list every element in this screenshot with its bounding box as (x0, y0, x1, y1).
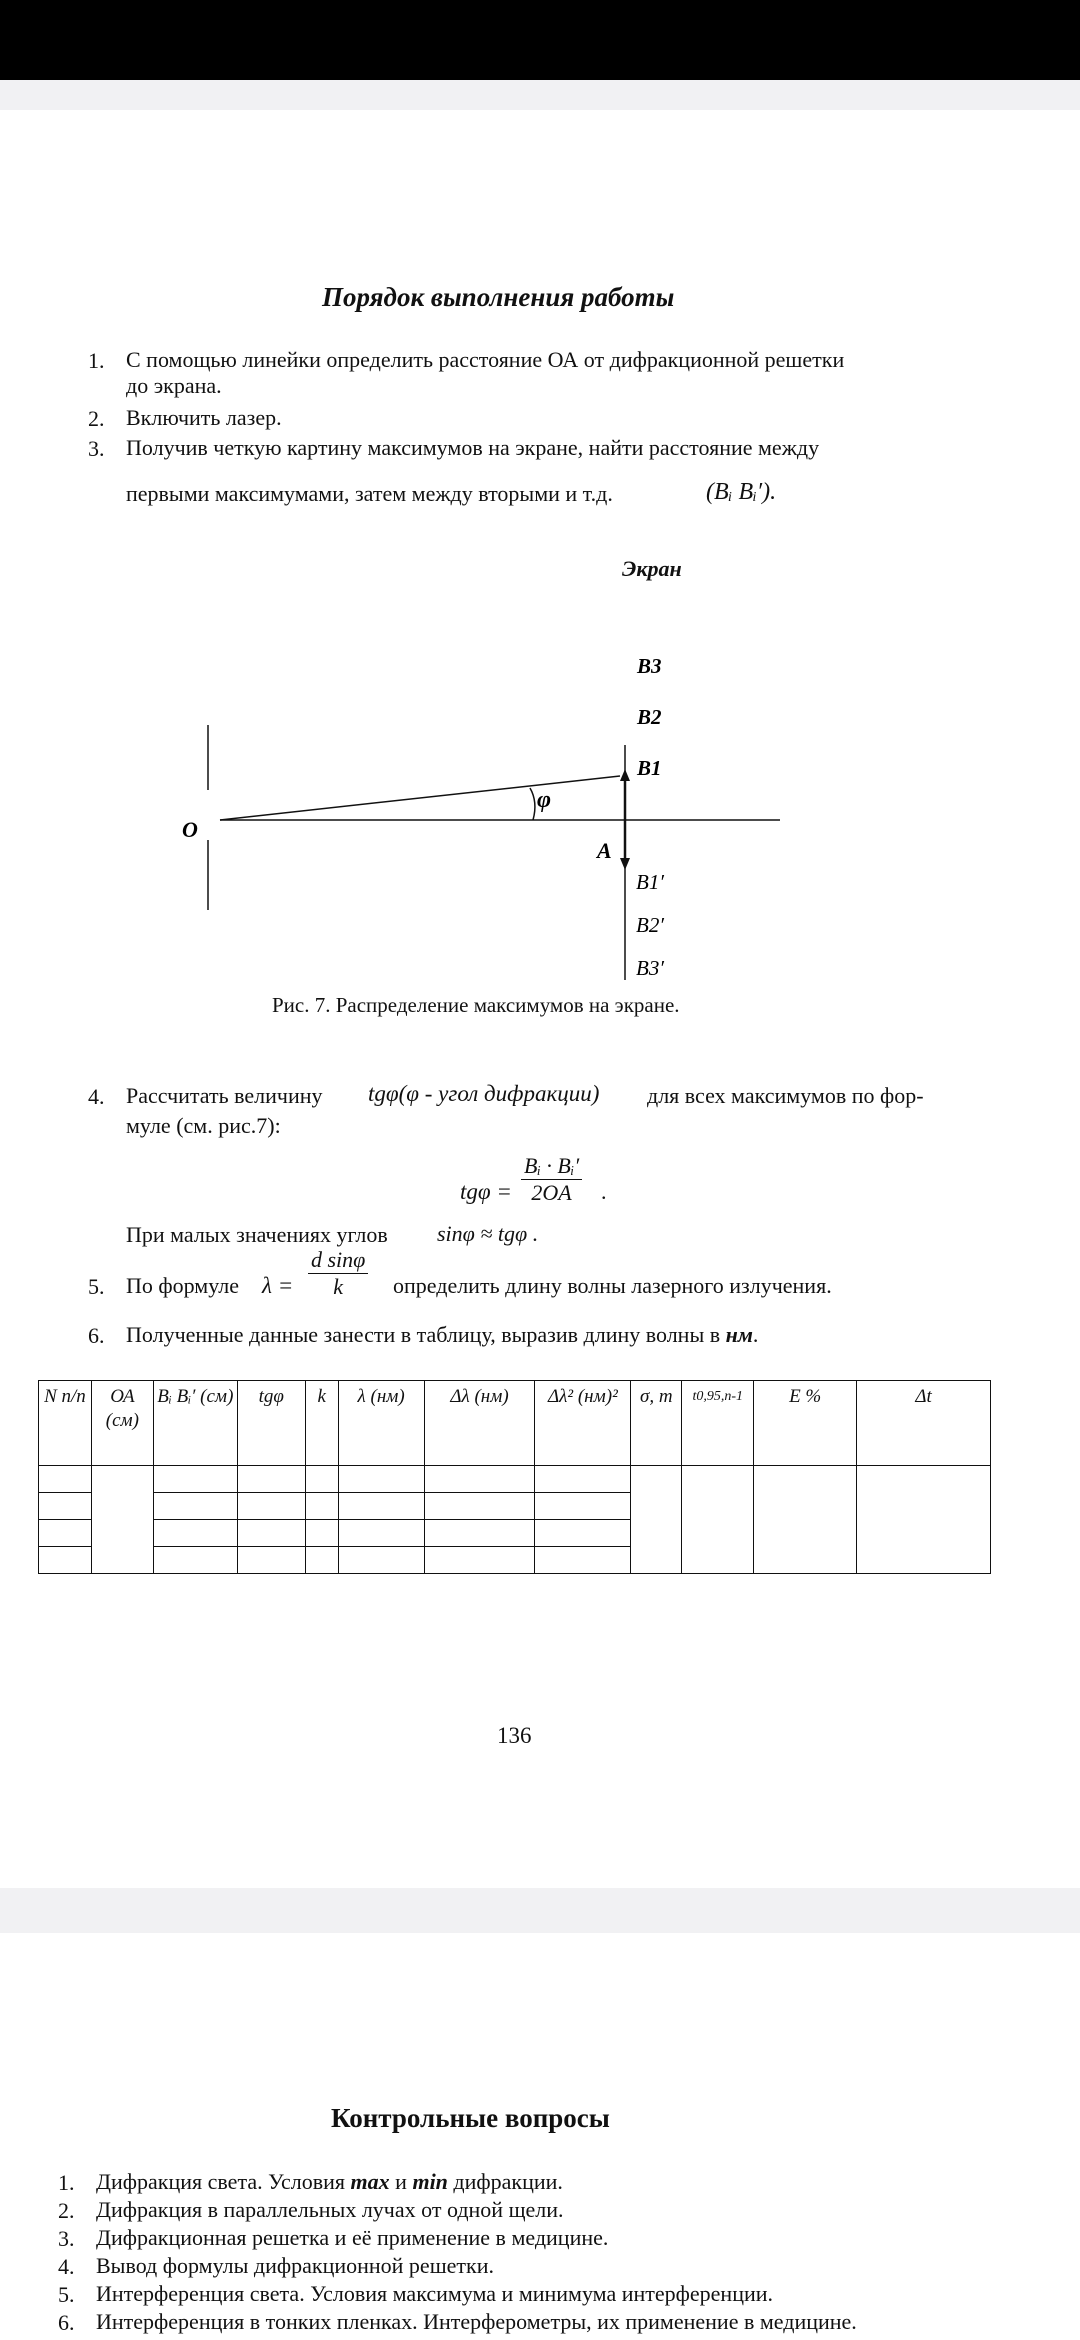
question-6: Интерференция в тонких пленках. Интерферометры, их применение в медицине. (96, 2309, 857, 2334)
small-angles-formula: sinφ ≈ tgφ . (437, 1221, 539, 1246)
table-header-row (39, 1381, 991, 1466)
col-header-bb: Bᵢ Bᵢ′ (см) (153, 1381, 237, 1466)
label-B2: B2 (637, 705, 662, 729)
formula-denominator: k (333, 1274, 344, 1299)
col-header-dlambda: Δλ (нм) (424, 1381, 535, 1466)
table-row (39, 1466, 991, 1493)
results-table (38, 1380, 991, 1574)
small-angles-text: При малых значениях углов (126, 1222, 388, 1247)
question-5: Интерференция света. Условия максимума и минимума интерференции. (96, 2281, 774, 2306)
question-4: Вывод формулы дифракционной решетки. (96, 2253, 494, 2278)
col-header-t: t0,95,n-1 (682, 1381, 754, 1466)
formula-tg-fraction (521, 1153, 582, 1206)
arrow-up-icon (620, 769, 630, 781)
label-B2-prime: B2′ (636, 913, 664, 937)
step-4-line-2: муле (см. рис.7): (126, 1113, 281, 1138)
question-number: 5. (58, 2282, 75, 2307)
step-4-formula: tgφ(φ - угол дифракции) (368, 1081, 600, 1106)
col-header-dt: Δt (857, 1381, 991, 1466)
angle-arc (530, 788, 535, 820)
step-3-line-2: первыми максимумами, затем между вторыми и т.д. (126, 481, 613, 506)
step-6-text: Полученные данные занести в таблицу, выразив длину волны в нм. (126, 1322, 759, 1347)
step-4-text-b: для всех максимумов по фор- (647, 1083, 924, 1108)
document-page-next (0, 1933, 1080, 2340)
screen-label: Экран (622, 556, 682, 581)
formula-period: . (601, 1179, 607, 1204)
question-number: 6. (58, 2310, 75, 2335)
label-O: O (182, 817, 198, 842)
step-number: 4. (88, 1084, 105, 1109)
col-header-n: N п/п (39, 1381, 92, 1466)
section-title: Порядок выполнения работы (322, 282, 675, 312)
diffraction-figure (160, 630, 800, 1100)
formula-lambda-lhs: λ = (262, 1273, 294, 1298)
step-number: 5. (88, 1274, 105, 1299)
label-B1: B1 (637, 756, 662, 780)
step-number: 6. (88, 1323, 105, 1348)
question-number: 3. (58, 2226, 75, 2251)
col-header-dlambda2: Δλ² (нм)² (535, 1381, 631, 1466)
page-number: 136 (497, 1723, 532, 1748)
step-number: 2. (88, 406, 105, 431)
document-page-136 (0, 110, 1080, 1888)
top-status-bar (0, 0, 1080, 80)
step-5-text-b: определить длину волны лазерного излучения. (393, 1273, 832, 1298)
label-B3-prime: B3′ (636, 956, 664, 980)
col-header-tg: tgφ (237, 1381, 305, 1466)
formula-tg-lhs: tgφ = (460, 1179, 512, 1204)
formula-lambda-fraction (308, 1247, 368, 1300)
step-3-line-1: Получив четкую картину максимумов на экране, найти расстояние между (126, 435, 820, 460)
label-phi: φ (537, 787, 552, 813)
formula-numerator: Bᵢ · Bᵢ′ (521, 1153, 582, 1180)
question-number: 1. (58, 2170, 75, 2195)
formula-denominator: 2OA (531, 1180, 572, 1205)
col-header-lambda: λ (нм) (338, 1381, 424, 1466)
label-B1-prime: B1′ (636, 870, 664, 894)
question-2: Дифракция в параллельных лучах от одной щели. (96, 2197, 564, 2222)
step-3-formula: (Bᵢ Bᵢ′). (706, 479, 777, 505)
step-number: 3. (88, 436, 105, 461)
col-header-e: E % (754, 1381, 857, 1466)
diffraction-ray (220, 776, 620, 820)
questions-title: Контрольные вопросы (331, 2103, 610, 2133)
question-1: Дифракция света. Условия max и min дифракции. (96, 2169, 563, 2194)
step-1-line-1: С помощью линейки определить расстояние ОА от дифракционной решетки (126, 347, 845, 372)
formula-numerator: d sinφ (308, 1247, 368, 1274)
step-5-text-a: По формуле (126, 1273, 240, 1298)
col-header-sigma: σ, m (631, 1381, 682, 1466)
label-A: A (597, 838, 612, 863)
question-3: Дифракционная решетка и её применение в медицине. (96, 2225, 609, 2250)
question-number: 4. (58, 2254, 75, 2279)
step-1-line-2: до экрана. (126, 373, 222, 398)
label-B3: B3 (637, 654, 662, 678)
question-number: 2. (58, 2198, 75, 2223)
step-4-text-a: Рассчитать величину (126, 1083, 323, 1108)
col-header-oa: ОА (см) (91, 1381, 153, 1466)
figure-caption: Рис. 7. Распределение максимумов на экране. (272, 993, 680, 1017)
step-2-text: Включить лазер. (126, 405, 282, 430)
step-number: 1. (88, 348, 105, 373)
col-header-k: k (305, 1381, 338, 1466)
